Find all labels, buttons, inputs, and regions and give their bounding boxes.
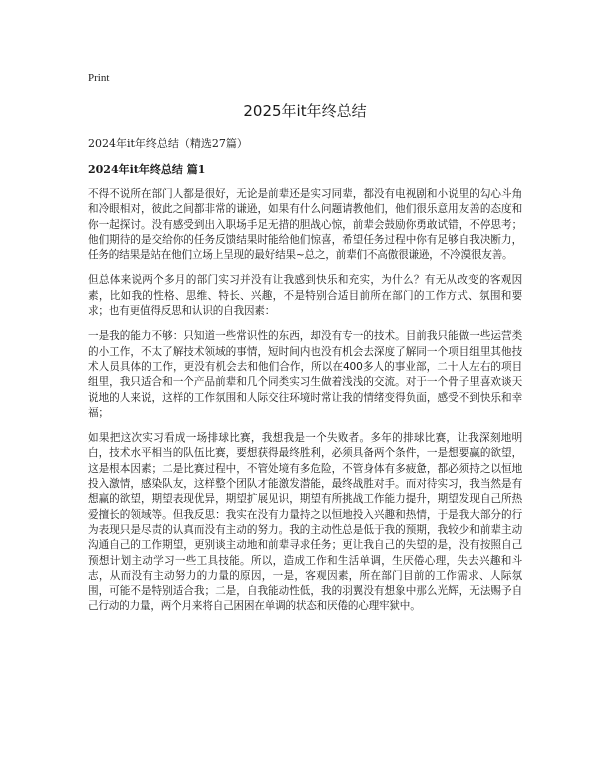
paragraph-3: 一是我的能力不够：只知道一些常识性的东西，却没有专一的技术。目前我只能做一些运营类的小工作，不太了解技术领域的事情，短时间内也没有机会去深度了解同一个项目组里其他技术人员具体的工作，更没有机会去和他们合作，所以在400多人的事业部，二十人左右的项目组里，我只适合和一个产品前辈和几个同类实习生做着浅浅的交流。对于一个骨子里喜欢谈天说地的人来说，这样的工作氛围和人际交往环境时常让我的情绪变得负面，感受不到快乐和幸福； — [88, 330, 522, 419]
document-page — [88, 72, 522, 625]
print-link[interactable]: Print — [88, 72, 110, 84]
paragraph-2: 但总体来说两个多月的部门实习并没有让我感到快乐和充实，为什么？有无从改变的客观因素，比如我的性格、思维、特长、兴趣，不是特别合适目前所在部门的工作方式、氛围和要求；也有更值得反思和认识的自我因素： — [88, 274, 522, 318]
section-title: 2024年it年终总结 篇1 — [88, 163, 206, 176]
paragraph-1: 不得不说所在部门人都是很好，无论是前辈还是实习同辈，都没有电视剧和小说里的勾心斗角和冷眼相对，彼此之间都非常的谦逊，如果有什么问题请教他们，他们很乐意用友善的态度和你一起探讨。没有感受到出入职场手足无措的胆战心惊，前辈会鼓励你勇敢试错，不停思考；他们期待的是交给你的任务反馈结果时能给他们惊喜，希望任务过程中你有足够自我决断力，任务的结果是站在他们立场上呈现的最好结果~总之，前辈们不高傲很谦逊，不冷漠很友善。 — [88, 188, 522, 262]
paragraph-4: 如果把这次实习看成一场排球比赛，我想我是一个失败者。多年的排球比赛，让我深刻地明白，技术水平相当的队伍比赛，要想获得最终胜利，必须具备两个条件，一是想要赢的欲望，这是根本因素；二是比赛过程中，不管处境有多危险，不管身体有多疲惫，都必须持之以恒地投入激情，感染队友，这样整个团队才能激发潜能，最终战胜对手。而对待实习，我当然是有想赢的欲望，期望表现优异，期望扩展见识，期望有所挑战工作能力提升，期望发现自己所热爱擅长的领域等。但我反思：我实在没有力量持之以恒地投入兴趣和热情，于是我大部分的行为表现只是尽责的认真而没有主动的努力。我的主动性总是低于我的预期，我较少和前辈主动沟通自己的工作期望，更别谈主动地和前辈寻求任务；更让我自己的失望的是，没有按照自己预想计划主动学习一些工具技能。所以，造成工作和生活单调，生厌倦心理，失去兴趣和斗志，从而没有主动努力的力量的原因，一是，客观因素，所在部门目前的工作需求、人际氛围，可能不是特别适合我；二是，自我能动性低，我的羽翼没有想象中那么光辉，无法赐予自己行动的力量，两个月来将自己困困在单调的状态和厌倦的心理牢狱中。 — [88, 432, 522, 613]
document-title: 2025年it年终总结 — [243, 102, 367, 120]
document-subtitle: 2024年it年终总结（精选27篇） — [88, 137, 248, 150]
